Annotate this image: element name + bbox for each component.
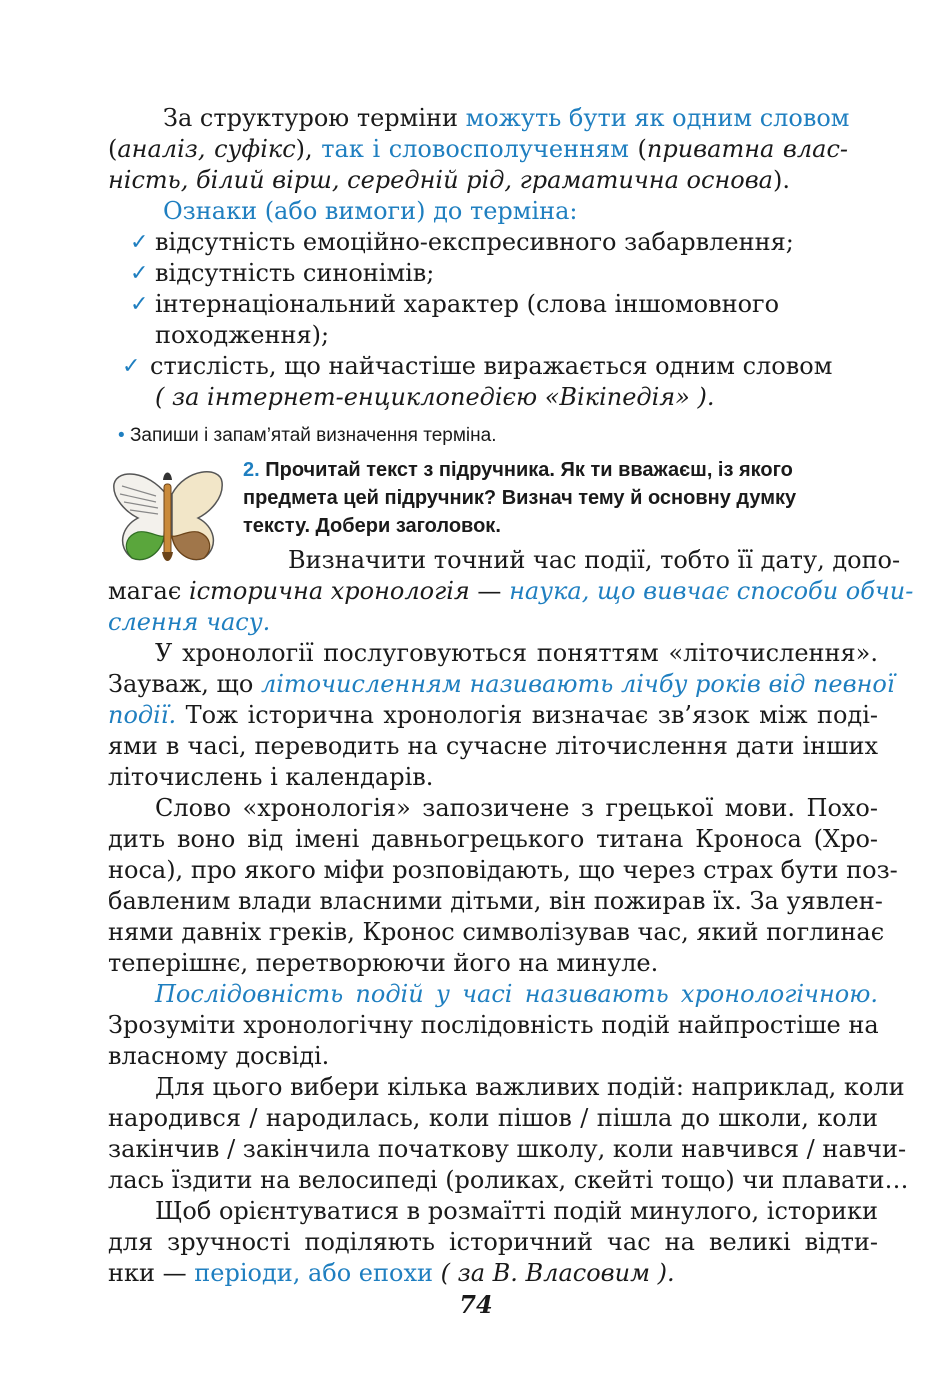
butterfly-brush-icon [108, 466, 228, 566]
text-line: літочислень і календарів. [108, 763, 434, 791]
text: ( [108, 135, 118, 163]
highlight: періоди, або епохи [194, 1259, 433, 1287]
sign-item: інтернаціональний характер (слова іншомовного [155, 290, 780, 318]
task-2-line-2: предмета цей підручник? Визнач тему й основну думку [243, 487, 797, 509]
text-line: У хронології послуговуються поняттям «літочислення». [155, 639, 878, 667]
text-line: носа), про якого міфи розповідають, що через страх бути поз- [108, 856, 898, 884]
intro-line-3 [108, 165, 790, 196]
text-line: Щоб орієнтуватися в розмаїтті подій минулого, історики [155, 1197, 878, 1225]
example: ність, білий вірш, середній рід, граматична основа [108, 166, 773, 194]
text-line: Слово «хронологія» запозичене з грецької мови. Похо- [155, 794, 878, 822]
text-line: для зручності поділяють історичний час на великі відти- [108, 1228, 878, 1256]
highlight: так і словосполученням [321, 135, 629, 163]
text-line: Визначити точний час події, тобто її дату, допо- [288, 546, 901, 574]
text: магає [108, 577, 189, 605]
text-line [108, 669, 895, 700]
text-line: ями в часі, переводить на сучасне літочислення дати інших [108, 732, 878, 760]
text-line: нями давніх греків, Кронос символізував час, який поглинає [108, 918, 885, 946]
definition: літочисленням називають лічбу років від певної [260, 670, 895, 698]
sign-item: відсутність емоційно-експресивного забарвлення; [155, 228, 794, 256]
source-reference: ( за В. Власовим ). [432, 1259, 675, 1287]
text: За структурою терміни [163, 104, 466, 132]
text-line: Для цього вибери кілька важливих подій: наприклад, коли [155, 1073, 905, 1101]
text-line: дить воно від імені давньогрецького титана Кроноса (Хро- [108, 825, 878, 853]
text: ), [295, 135, 322, 163]
task-number: 2. [243, 459, 260, 481]
text-line: Зрозуміти хронологічну послідовність подій найпростіше на [108, 1011, 879, 1039]
checkmark-icon: ✓ [130, 230, 149, 255]
text-line: закінчив / закінчила початкову школу, коли навчився / навчи- [108, 1135, 907, 1163]
definition: події. [108, 701, 177, 729]
sign-item-continued: походження); [155, 321, 330, 349]
sign-item: стислість, що найчастіше виражається одним словом [150, 352, 833, 380]
text: ). [772, 166, 790, 194]
task-text: Прочитай текст з підручника. Як ти вважаєш, із якого [265, 459, 793, 481]
page-number: 74 [459, 1290, 493, 1319]
intro-line-2 [108, 134, 848, 165]
task-2-line-1 [243, 456, 793, 484]
example: приватна влас- [646, 135, 849, 163]
bullet: • [118, 425, 125, 446]
task-2-line-3: тексту. Добери заголовок. [243, 515, 501, 537]
text-line: бавленим влади власними дітьми, він пожирав їх. За уявлен- [108, 887, 883, 915]
sign-item: відсутність синонімів; [155, 259, 435, 287]
text-line [108, 576, 914, 607]
text: — [469, 577, 510, 605]
text-line: народився / народилась, коли пішов / пішла до школи, коли [108, 1104, 878, 1132]
text-line [108, 1258, 675, 1289]
text: ( [628, 135, 647, 163]
checkmark-icon: ✓ [130, 261, 149, 286]
source-reference: ( за інтернет-енциклопедією «Вікіпедія» ). [155, 383, 715, 411]
definition-line: слення часу. [108, 608, 271, 636]
definition: наука, що вивчає способи обчи- [509, 577, 914, 605]
task-note [118, 423, 497, 449]
text-line: теперішнє, перетворюючи його на минуле. [108, 949, 659, 977]
text-line [108, 700, 878, 731]
note-text: Запиши і запам’ятай визначення терміна. [129, 425, 497, 446]
text-line: власному досвіді. [108, 1042, 330, 1070]
example: аналіз, суфікс [117, 135, 296, 163]
highlight: можуть бути як одним словом [465, 104, 850, 132]
intro-line-1 [163, 103, 849, 134]
signs-title: Ознаки (або вимоги) до терміна: [163, 197, 578, 225]
term: історична хронологія [188, 577, 470, 605]
definition-line: Послідовність подій у часі називають хронологічною. [155, 980, 878, 1008]
text-line: лась їздити на велосипеді (роликах, скейті тощо) чи плавати… [108, 1166, 909, 1194]
checkmark-icon: ✓ [122, 354, 141, 379]
text: Зауваж, що [108, 670, 261, 698]
text: нки — [108, 1259, 195, 1287]
checkmark-icon: ✓ [130, 292, 149, 317]
text: Тож історична хронологія визначає зв’язок між поді- [176, 701, 878, 729]
